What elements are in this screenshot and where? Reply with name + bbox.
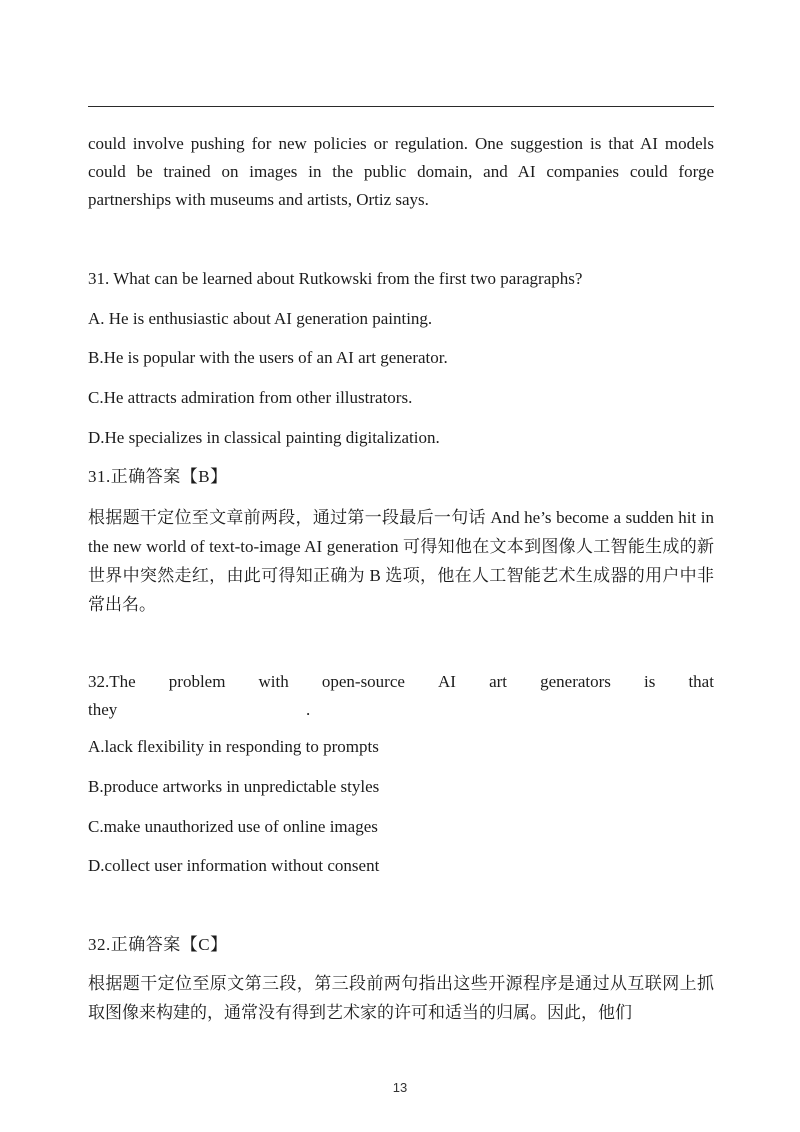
q32-option-b: B.produce artworks in unpredictable styles bbox=[88, 777, 380, 796]
q32-stem-line-2 bbox=[88, 696, 714, 724]
header-rule bbox=[88, 106, 714, 107]
q31-stem: 31. What can be learned about Rutkowski from the first two paragraphs? bbox=[88, 269, 583, 288]
q32-stem-line-1 bbox=[88, 668, 714, 696]
q31-option-b: B.He is popular with the users of an AI art generator. bbox=[88, 348, 448, 367]
q32-answer: 32.正确答案【C】 bbox=[88, 935, 228, 954]
q32-option-c: C.make unauthorized use of online images bbox=[88, 817, 378, 836]
q32-stem-word: AI bbox=[438, 672, 456, 691]
q32-stem-word: open-source bbox=[321, 672, 405, 691]
q32-stem-word: 32.The bbox=[88, 672, 136, 691]
q31-answer: 31.正确答案【B】 bbox=[88, 467, 228, 486]
q31-option-a: A. He is enthusiastic about AI generation painting. bbox=[88, 309, 433, 328]
q32-option-a: A.lack flexibility in responding to prompts bbox=[88, 737, 379, 756]
q32-stem-word: is bbox=[644, 672, 656, 691]
q31-option-d: D.He specializes in classical painting digitalization. bbox=[88, 428, 440, 447]
q32-stem-word: that bbox=[688, 672, 714, 691]
q31-explanation: 根据题干定位至文章前两段，通过第一段最后一句话 And he’s become a sudden hit in the new world of text-to-image AI generation 可得知他在文本到图像人工智能生成的新世界中突然走红，由此可得知正确为 B 选项，他在人工智能艺术生成器的用户中非常出名。 bbox=[88, 508, 714, 614]
q31-option-c: C.He attracts admiration from other illustrators. bbox=[88, 388, 413, 407]
intro-paragraph: could involve pushing for new policies or regulation. One suggestion is that AI models could be trained on images in the public domain, and AI companies could forge partnerships with museums and artists, Ortiz says. bbox=[88, 134, 714, 209]
q32-stem-word: problem bbox=[168, 672, 226, 691]
q32-stem-word: art bbox=[489, 672, 508, 691]
q32-stem bbox=[88, 668, 714, 724]
q32-explanation: 根据题干定位至原文第三段，第三段前两句指出这些开源程序是通过从互联网上抓取图像来构建的，通常没有得到艺术家的许可和适当的归属。因此，他们 bbox=[88, 974, 714, 1022]
page-number: 13 bbox=[392, 1080, 408, 1095]
q32-stem-they: they bbox=[88, 700, 118, 719]
q32-option-d: D.collect user information without consent bbox=[88, 856, 380, 875]
q32-blank-mark: . bbox=[306, 700, 311, 719]
q32-stem-word: generators bbox=[540, 672, 611, 691]
q32-stem-word: with bbox=[258, 672, 289, 691]
